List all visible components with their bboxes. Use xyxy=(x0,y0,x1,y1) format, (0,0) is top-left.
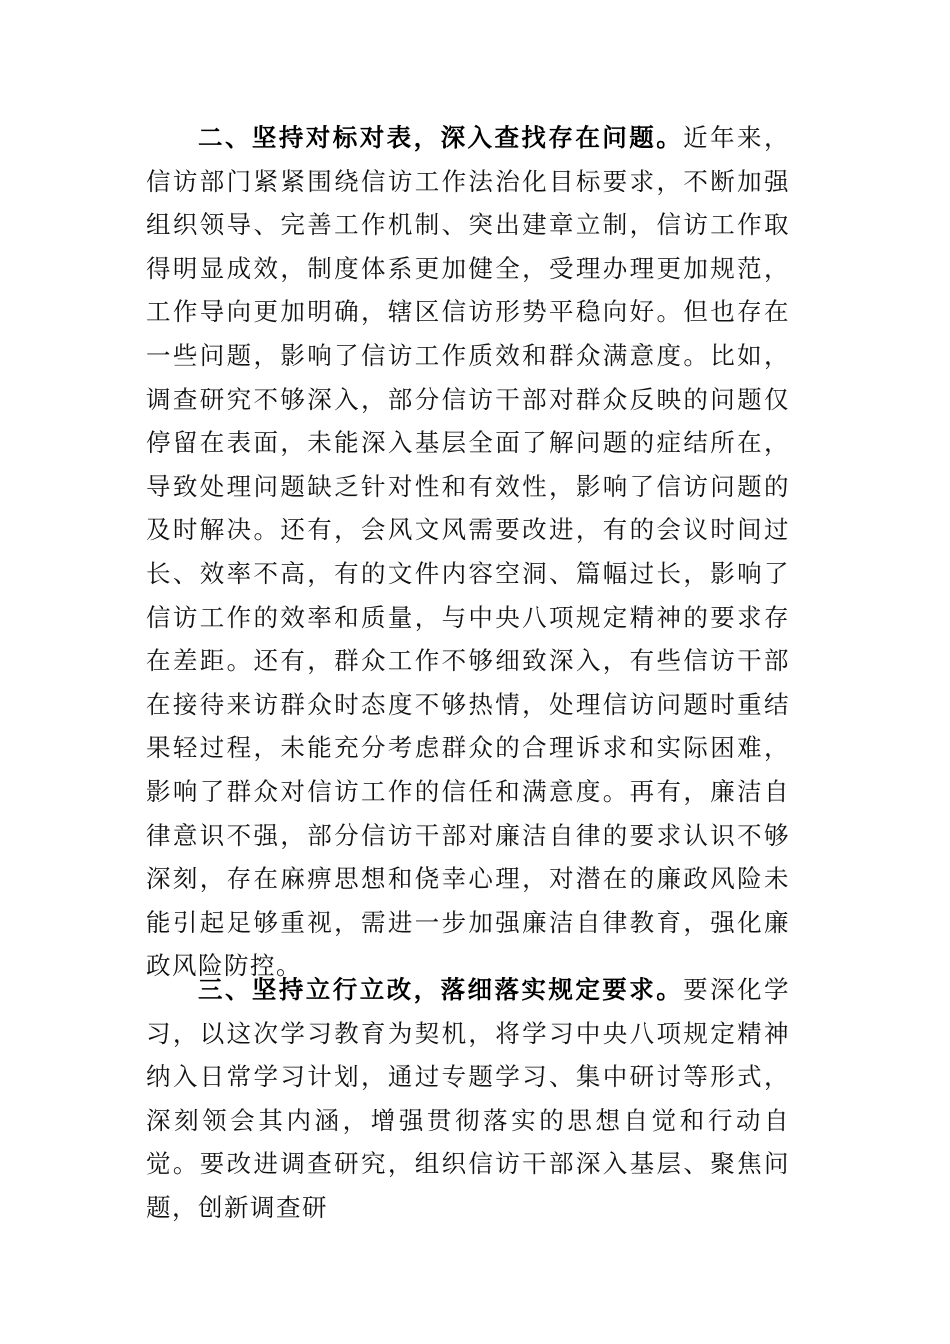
section-body-2: 近年来，信访部门紧紧围绕信访工作法治化目标要求，不断加强组织领导、完善工作机制、突出建章立制，信访工作取得明显成效，制度体系更加健全，受理办理更加规范，工作导向更加明确，辖区信访形势平稳向好。但也存在一些问题，影响了信访工作质效和群众满意度。比如，调查研究不够深入，部分信访干部对群众反映的问题仅停留在表面，未能深入基层全面了解问题的症结所在，导致处理问题缺乏针对性和有效性，影响了信访问题的及时解决。还有，会风文风需要改进，有的会议时间过长、效率不高，有的文件内容空洞、篇幅过长，影响了信访工作的效率和质量，与中央八项规定精神的要求存在差距。还有，群众工作不够细致深入，有些信访干部在接待来访群众时态度不够热情，处理信访问题时重结果轻过程，未能充分考虑群众的合理诉求和实际困难，影响了群众对信访工作的信任和满意度。再有，廉洁自律意识不强，部分信访干部对廉洁自律的要求认识不够深刻，存在麻痹思想和侥幸心理，对潜在的廉政风险未能引起足够重视，需进一步加强廉洁自律教育，强化廉政风险防控。 xyxy=(146,123,791,981)
section-heading-2: 二、坚持对标对表，深入查找存在问题。 xyxy=(198,123,684,152)
section-paragraph-3 xyxy=(146,968,790,1230)
section-heading-3: 三、坚持立行立改，落细落实规定要求。 xyxy=(198,975,684,1004)
section-body-3: 要深化学习，以这次学习教育为契机，将学习中央八项规定精神纳入日常学习计划，通过专题学习、集中研讨等形式，深刻领会其内涵，增强贯彻落实的思想自觉和行动自觉。要改进调查研究，组织信访干部深入基层、聚焦问题，创新调查研 xyxy=(146,975,791,1222)
section-paragraph-2 xyxy=(146,116,790,988)
